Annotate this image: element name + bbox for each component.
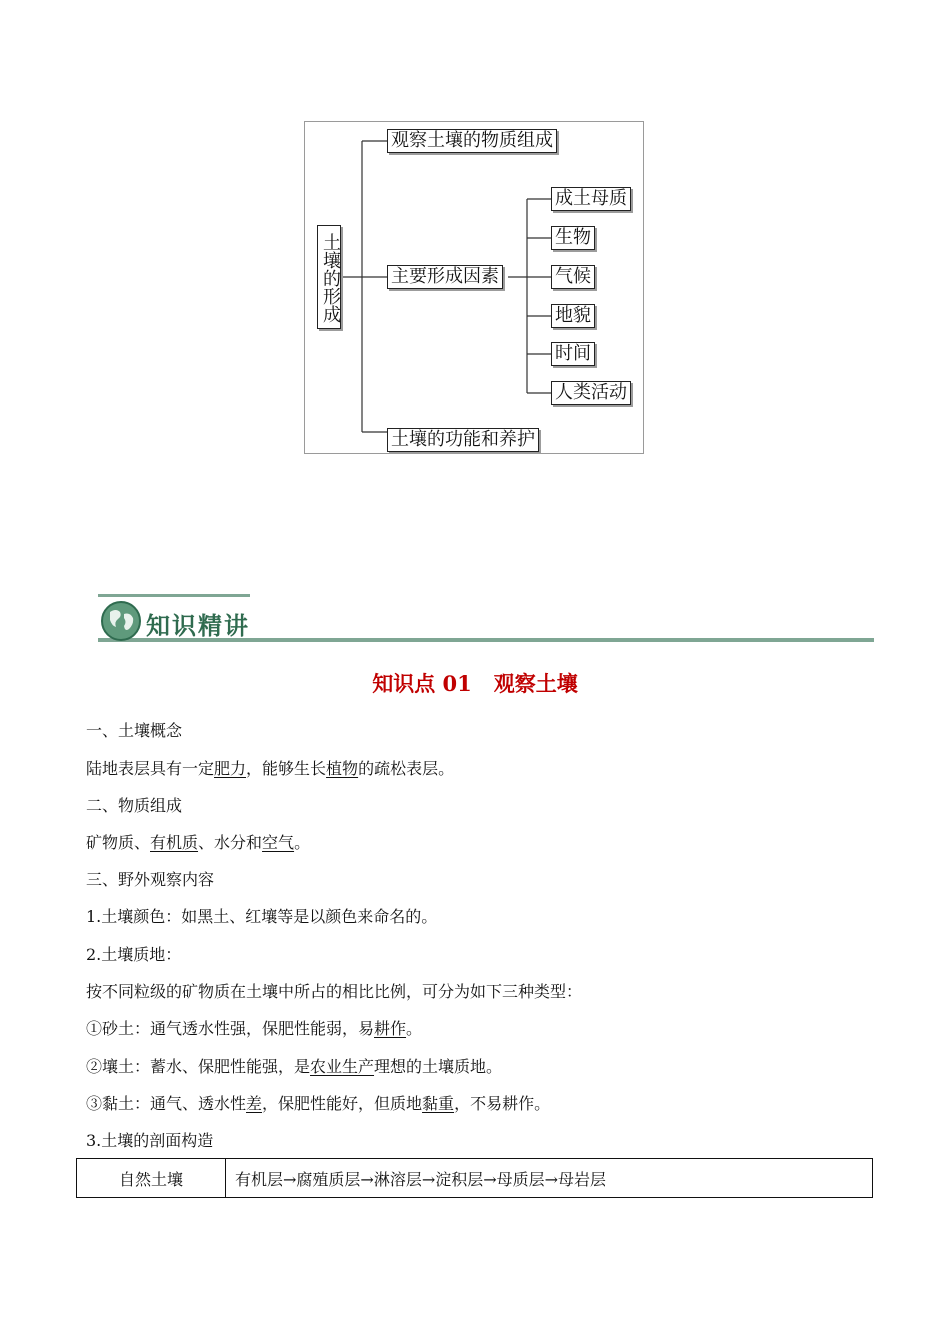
underlined-term: 黏重 — [422, 1094, 455, 1113]
underlined-term: 耕作 — [374, 1019, 407, 1038]
underlined-term: 植物 — [326, 759, 359, 778]
heading-composition: 二、物质组成 — [86, 796, 183, 815]
knowledge-point-number: 知识点 01 — [372, 671, 472, 696]
mindmap-factor: 地貌 — [551, 304, 595, 328]
text-span: ①砂土：通气透水性强，保肥性能弱，易 — [86, 1019, 375, 1038]
text-span: ，保肥性能好，但质地 — [262, 1094, 423, 1113]
soil-formation-mindmap — [304, 121, 644, 454]
loam-soil-line — [86, 1057, 502, 1077]
text-span: 陆地表层具有一定 — [86, 759, 215, 778]
sandy-soil-line — [86, 1019, 422, 1039]
text-span: 。 — [406, 1019, 423, 1038]
globe-icon — [100, 600, 142, 642]
section-banner — [98, 590, 874, 646]
text-span: 理想的土壤质地。 — [374, 1057, 503, 1076]
mindmap-factor: 气候 — [551, 265, 595, 289]
text-span: 矿物质、 — [86, 833, 151, 852]
mindmap-branch-factors: 主要形成因素 — [387, 265, 503, 289]
mindmap-branch-function: 土壤的功能和养护 — [387, 428, 539, 452]
text-span: ②壤土：蓄水、保肥性能强，是 — [86, 1057, 311, 1076]
heading-concept: 一、土壤概念 — [86, 721, 183, 740]
soil-texture-intro: 按不同粒级的矿物质在土壤中所占的相比比例，可分为如下三种类型： — [86, 982, 583, 1001]
soil-profile-table — [76, 1158, 873, 1198]
text-span: ③黏土：通气、透水性 — [86, 1094, 247, 1113]
text-span: ，能够生长 — [246, 759, 327, 778]
soil-profile-heading: 3.土壤的剖面构造 — [86, 1131, 214, 1150]
mindmap-root: 土壤的形成 — [317, 225, 341, 329]
text-span: 。 — [294, 833, 311, 852]
table-cell-layers: 有机层→腐殖质层→淋溶层→淀积层→母质层→母岩层 — [226, 1159, 873, 1198]
composition-list — [86, 833, 310, 853]
text-span: ，不易耕作。 — [454, 1094, 551, 1113]
knowledge-point-title — [0, 668, 950, 698]
mindmap-factor: 时间 — [551, 342, 595, 366]
underlined-term: 肥力 — [214, 759, 247, 778]
banner-title: 知识精讲 — [146, 612, 250, 640]
table-row — [77, 1159, 873, 1198]
soil-color-line: 1.土壤颜色：如黑土、红壤等是以颜色来命名的。 — [86, 907, 438, 926]
knowledge-point-name: 观察土壤 — [493, 671, 578, 696]
table-cell-label: 自然土壤 — [77, 1159, 226, 1198]
text-span: 的疏松表层。 — [358, 759, 455, 778]
mindmap-branch-composition: 观察土壤的物质组成 — [387, 129, 557, 153]
heading-observation: 三、野外观察内容 — [86, 870, 215, 889]
clay-soil-line — [86, 1094, 550, 1114]
mindmap-factor: 人类活动 — [551, 381, 631, 405]
underlined-term: 差 — [246, 1094, 263, 1113]
underlined-term: 农业生产 — [310, 1057, 375, 1076]
mindmap-factor: 生物 — [551, 226, 595, 250]
text-span: 、水分和 — [198, 833, 263, 852]
concept-definition — [86, 759, 454, 779]
banner-top-line — [98, 594, 250, 597]
soil-texture-heading: 2.土壤质地： — [86, 945, 182, 964]
underlined-term: 空气 — [262, 833, 295, 852]
underlined-term: 有机质 — [150, 833, 199, 852]
mindmap-factor: 成土母质 — [551, 187, 631, 211]
